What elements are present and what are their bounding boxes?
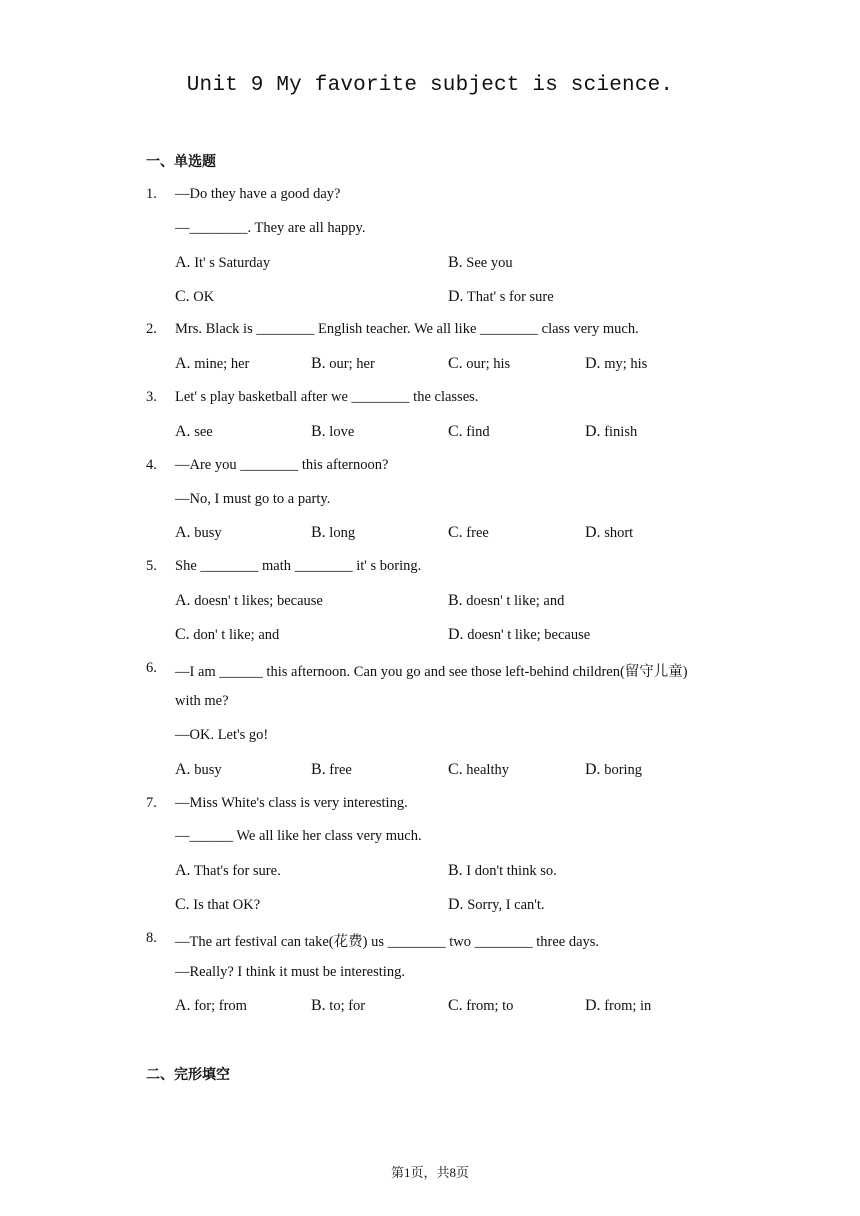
option-c[interactable]: C. from; to: [448, 997, 514, 1014]
question-line: She ________ math ________ it' s boring.: [175, 558, 422, 574]
option-c[interactable]: C. Is that OK?: [175, 896, 261, 913]
option-d[interactable]: D. That' s for sure: [448, 288, 554, 305]
question-number: 4.: [146, 457, 157, 473]
question-number: 6.: [146, 660, 157, 676]
option-d[interactable]: D. Sorry, I can't.: [448, 896, 545, 913]
option-a[interactable]: A. for; from: [175, 997, 247, 1014]
option-a[interactable]: A. busy: [175, 524, 222, 541]
option-d[interactable]: D. doesn' t like; because: [448, 626, 591, 643]
option-d[interactable]: D. short: [585, 524, 634, 541]
question-line: Let' s play basketball after we ________ the classes.: [175, 389, 479, 405]
page-footer: 第1页，共8页: [390, 1165, 469, 1180]
question-line: —Are you ________ this afternoon?: [175, 457, 389, 473]
question-line: —No, I must go to a party.: [175, 491, 331, 507]
question-line: —Really? I think it must be interesting.: [175, 964, 405, 980]
option-a[interactable]: A. mine; her: [175, 355, 250, 372]
question-number: 8.: [146, 930, 157, 946]
option-d[interactable]: D. from; in: [585, 997, 652, 1014]
option-d[interactable]: D. boring: [585, 761, 643, 778]
question-number: 5.: [146, 558, 157, 574]
question-line: —Do they have a good day?: [175, 186, 341, 202]
option-a[interactable]: A. It' s Saturday: [175, 254, 271, 271]
option-c[interactable]: C. OK: [175, 288, 215, 305]
question-line: —I am ______ this afternoon. Can you go and see those left-behind children(留守儿童): [175, 664, 688, 680]
option-b[interactable]: B. I don't think so.: [448, 862, 557, 879]
option-a[interactable]: A. see: [175, 423, 213, 440]
question-line: Mrs. Black is ________ English teacher. We all like ________ class very much.: [175, 321, 639, 337]
option-c[interactable]: C. healthy: [448, 761, 509, 778]
option-d[interactable]: D. finish: [585, 423, 638, 440]
option-c[interactable]: C. don' t like; and: [175, 626, 280, 643]
option-b[interactable]: B. to; for: [311, 997, 366, 1014]
option-c[interactable]: C. free: [448, 524, 489, 541]
option-b[interactable]: B. our; her: [311, 355, 375, 372]
option-c[interactable]: C. our; his: [448, 355, 511, 372]
option-d[interactable]: D. my; his: [585, 355, 648, 372]
question-number: 3.: [146, 389, 157, 405]
question-line: —______ We all like her class very much.: [175, 828, 422, 844]
option-b[interactable]: B. See you: [448, 254, 513, 271]
page-title: Unit 9 My favorite subject is science.: [186, 74, 674, 97]
question-line: —Miss White's class is very interesting.: [175, 795, 408, 811]
option-b[interactable]: B. love: [311, 423, 355, 440]
option-b[interactable]: B. free: [311, 761, 352, 778]
question-line: with me?: [175, 693, 229, 709]
question-number: 2.: [146, 321, 157, 337]
section-heading-single-choice: 一、单选题: [146, 154, 216, 170]
question-number: 7.: [146, 795, 157, 811]
option-a[interactable]: A. doesn' t likes; because: [175, 592, 323, 609]
option-c[interactable]: C. find: [448, 423, 490, 440]
option-a[interactable]: A. busy: [175, 761, 222, 778]
section-heading-cloze: 二、完形填空: [146, 1067, 230, 1083]
question-line: —OK. Let's go!: [175, 727, 269, 743]
option-b[interactable]: B. doesn' t like; and: [448, 592, 565, 609]
question-line: —The art festival can take(花费) us ________ two ________ three days.: [175, 934, 600, 950]
question-number: 1.: [146, 186, 157, 202]
option-a[interactable]: A. That's for sure.: [175, 862, 281, 879]
option-b[interactable]: B. long: [311, 524, 356, 541]
question-line: —________. They are all happy.: [175, 220, 366, 236]
